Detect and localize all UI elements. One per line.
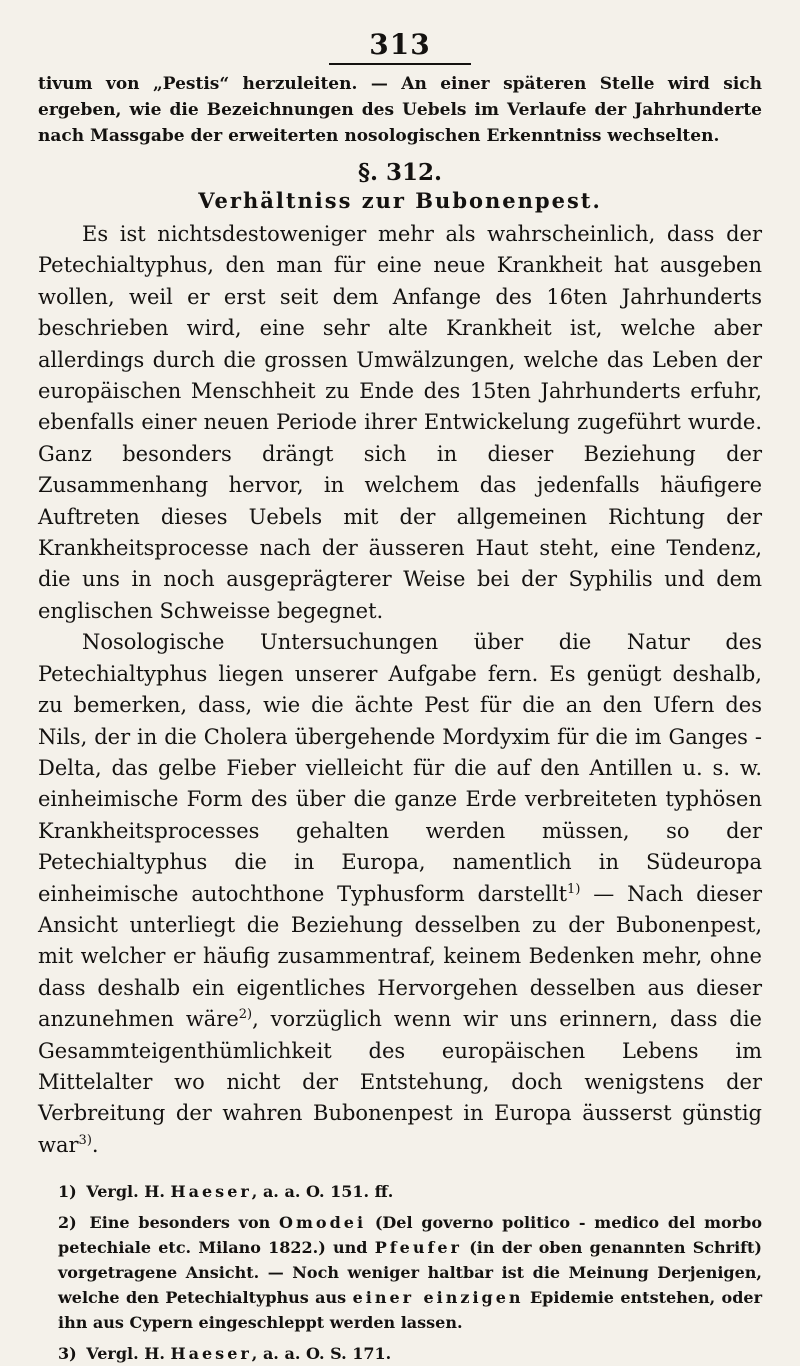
footnote-3-text-a: Vergl. H. <box>86 1344 165 1364</box>
body-paragraph-2 <box>38 627 762 1161</box>
footnote-1-text-b: , a. a. O. 151. ff. <box>251 1182 394 1202</box>
paragraph-2-text-d: . <box>91 1132 99 1157</box>
footnote-3 <box>58 1341 762 1366</box>
footnote-2-text-c: (in der oben genannten Schrift) vorgetragene Ansicht. — Noch weniger haltbar ist die Meinung Derjenigen, welche den Petechialtyphus aus <box>58 1238 762 1308</box>
section-title: Verhältniss zur Bubonenpest. <box>198 188 602 213</box>
footnotes <box>38 1179 762 1366</box>
footnote-2-author-1: Omodei <box>279 1213 367 1233</box>
footnote-ref-2: 2) <box>238 1007 253 1023</box>
footnote-ref-3: 3) <box>78 1132 92 1148</box>
page-number: 313 <box>38 28 762 65</box>
footnote-3-number: 3) <box>58 1344 77 1364</box>
footnote-1 <box>58 1179 762 1204</box>
footnote-2-number: 2) <box>58 1213 77 1233</box>
footnote-2-emphasis: einer einzigen <box>352 1288 524 1308</box>
continuation-paragraph: tivum von „Pestis“ herzuleiten. — An einer späteren Stelle wird sich ergeben, wie die Bezeichnungen des Uebels im Verlaufe der Jahrhunderte nach Massgabe der erweiterten nosologischen Erkenntniss wechselten. <box>38 74 762 146</box>
footnote-2-text-a: Eine besonders von <box>89 1213 271 1233</box>
body-paragraph-1: Es ist nichtsdestoweniger mehr als wahrscheinlich, dass der Petechialtyphus, den man für eine neue Krankheit hat ausgeben wollen, weil er erst seit dem Anfange des 16ten Jahrhunderts beschrieben wird, eine sehr alte Krankheit ist, welche aber allerdings durch die grossen Umwälzungen, welche das Leben der europäischen Menschheit zu Ende des 15ten Jahrhunderts erfuhr, ebenfalls einer neuen Periode ihrer Entwickelung zugeführt wurde. Ganz besonders drängt sich in dieser Beziehung der Zusammenhang hervor, in welchem das jedenfalls häufigere Auftreten dieses Uebels mit der allgemeinen Richtung der Krankheitsprocesse nach der äusseren Haut steht, eine Tendenz, die uns in noch ausgeprägterer Weise bei der Syphilis und dem englischen Schweisse begegnet. <box>38 222 762 623</box>
footnote-1-author: Haeser <box>170 1182 252 1202</box>
footnote-2-author-2: Pfeufer <box>374 1238 462 1258</box>
footnote-2-text-b: (Del governo politico - medico del morbo petechiale etc. Milano 1822.) und <box>58 1213 762 1258</box>
footnote-2 <box>58 1210 762 1335</box>
paragraph-2-text-b: — Nach dieser Ansicht unterliegt die Beziehung desselben zu der Bubonenpest, mit welcher er häufig zusammentraf, keinem Bedenken mehr, ohne dass deshalb ein eigentliches Hervorgehen desselben aus dieser anzunehmen wäre <box>38 881 762 1032</box>
paragraph-2-text-a: Nosologische Untersuchungen über die Natur des Petechialtyphus liegen unserer Aufgabe fern. Es genügt deshalb, zu bemerken, dass, wie die ächte Pest für die an den Ufern des Nils, der in die Cholera übergehende Mordyxim für die im Ganges - Delta, das gelbe Fieber vielleicht für die auf den Antillen u. s. w. einheimische Form des über die ganze Erde verbreiteten typhösen Krankheitsprocesses gehalten werden müssen, so der Petechialtyphus die in Europa, namentlich in Südeuropa einheimische autochthone Typhusform darstellt <box>38 630 762 906</box>
paragraph-2-text-c: , vorzüglich wenn wir uns erinnern, dass die Gesammteigenthümlichkeit des europäischen Lebens im Mittelalter wo nicht der Entstehung, doch wenigstens der Verbreitung der wahren Bubonenpest in Europa äusserst günstig war <box>38 1007 762 1157</box>
footnote-ref-1: 1) <box>567 881 581 897</box>
footnote-1-number: 1) <box>58 1182 77 1202</box>
footnote-3-author: Haeser <box>170 1344 252 1364</box>
footnote-1-text-a: Vergl. H. <box>86 1182 165 1202</box>
footnote-2-text-d: Epidemie entstehen, oder ihn aus Cypern eingeschleppt werden lassen. <box>58 1288 763 1333</box>
section-number: §. 312. <box>357 159 443 186</box>
footnote-3-text-b: , a. a. O. S. 171. <box>251 1344 392 1364</box>
